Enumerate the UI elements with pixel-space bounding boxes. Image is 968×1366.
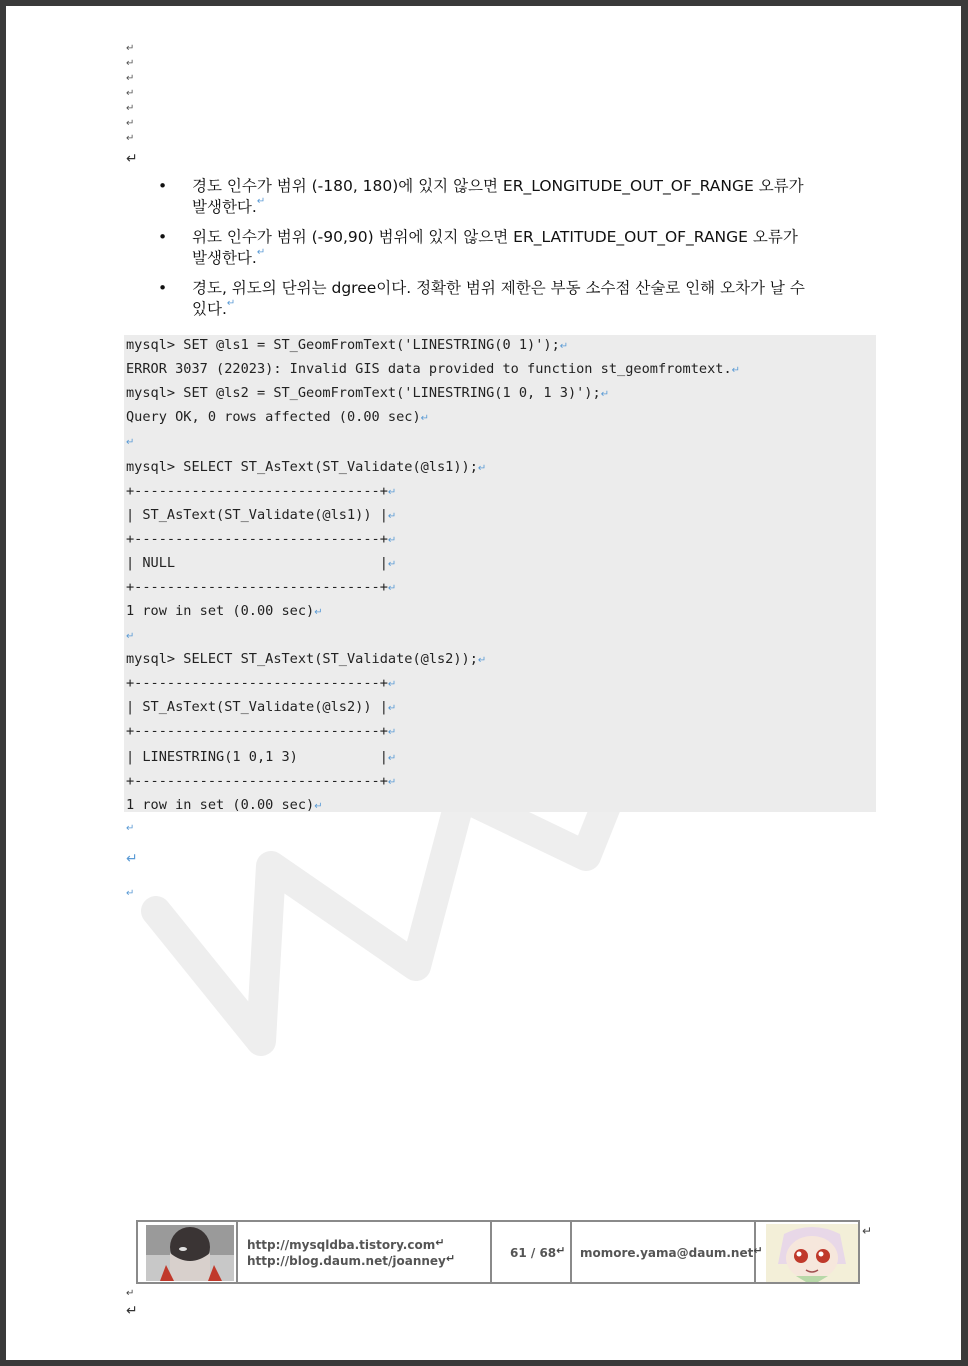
code-line-text: | NULL | [126,555,388,571]
paragraph-mark: ↵ [126,118,135,129]
paragraph-mark: ↵ [126,1288,135,1299]
paragraph-mark: ↵ [435,1236,445,1249]
code-line [126,579,396,597]
paragraph-mark: ↵ [387,559,397,570]
code-line [126,675,396,693]
code-line-text: +------------------------------+ [126,675,388,691]
paragraph-mark: ↵ [753,1244,763,1257]
code-line [126,507,396,525]
code-line-text: ERROR 3037 (22023): Invalid GIS data provided to function st_geomfromtext. [126,361,732,377]
code-line-text: 1 row in set (0.00 sec) [126,797,315,813]
code-line [126,797,323,815]
paragraph-mark: ↵ [387,679,397,690]
paragraph-mark: ↵ [445,1252,456,1265]
footer-cell-email [572,1222,763,1282]
bullet-item [156,278,876,320]
code-line [126,627,134,645]
bullet-text-line: 있다. [192,300,227,318]
blog-url-link[interactable]: http://mysqldba.tistory.com [247,1238,436,1252]
code-line [126,773,396,791]
code-line [126,699,396,717]
code-line-text: +------------------------------+ [126,773,388,789]
bullet-symbol: • [158,228,168,246]
paragraph-mark: ↵ [600,389,610,400]
paragraph-mark: ↵ [126,43,135,54]
bullet-symbol: • [158,177,168,195]
code-line [126,459,486,477]
footer-table [136,1220,860,1284]
paragraph-mark: ↵ [126,73,135,84]
code-line-text: +------------------------------+ [126,723,388,739]
bullet-item [156,176,876,218]
paragraph-mark: ↵ [314,607,323,618]
paragraph-mark: ↵ [256,247,266,258]
paragraph-mark: ↵ [477,655,487,666]
bullet-text-line: 위도 인수가 범위 (-90,90) 범위에 있지 않으면 ER_LATITUDE_OUT_OF_RANGE 오류가 [192,228,798,246]
code-line-text: +------------------------------+ [126,579,388,595]
code-line [126,433,134,451]
paragraph-mark: ↵ [314,801,323,812]
paragraph-mark: ↵ [126,823,135,834]
paragraph-mark: ↵ [126,437,135,448]
code-line-text: mysql> SET @ls1 = ST_GeomFromText('LINESTRING(0 1)'); [126,337,560,353]
paragraph-mark: ↵ [387,511,397,522]
anime-character-avatar [766,1224,858,1282]
code-line [126,651,486,669]
document-page [6,6,961,1360]
bullet-text-line: 경도, 위도의 단위는 dgree이다. 정확한 범위 제한은 부동 소수점 산술로 인해 오차가 날 수 [192,279,805,297]
bullet-symbol: • [158,279,168,297]
code-line [126,603,323,621]
code-line-text: 1 row in set (0.00 sec) [126,603,315,619]
bullet-text-line: 발생한다. [192,198,257,216]
footer-cell-urls [238,1222,492,1282]
paragraph-mark: ↵ [559,341,569,352]
email-address[interactable]: momore.yama@daum.net [580,1246,754,1260]
code-line [126,531,396,549]
bullet-list [156,176,876,329]
code-line [126,385,609,403]
bullet-text-line: 발생한다. [192,249,257,267]
paragraph-mark: ↵ [387,777,397,788]
code-line [126,337,568,355]
paragraph-mark: ↵ [387,753,397,764]
code-line [126,555,396,573]
paragraph-mark: ↵ [420,413,430,424]
paragraph-mark: ↵ [477,463,487,474]
daum-blog-url-link[interactable]: http://blog.daum.net/joanney [247,1254,446,1268]
paragraph-mark: ↵ [126,151,138,167]
dark-character-avatar [146,1225,234,1281]
bullet-item [156,227,876,269]
code-line-text: mysql> SELECT ST_AsText(ST_Validate(@ls1)); [126,459,478,475]
paragraph-mark: ↵ [556,1244,566,1257]
code-line-text: | ST_AsText(ST_Validate(@ls2)) | [126,699,388,715]
paragraph-mark: ↵ [387,487,397,498]
paragraph-mark: ↵ [387,727,397,738]
paragraph-mark: ↵ [731,365,741,376]
code-line-text: +------------------------------+ [126,531,388,547]
paragraph-mark: ↵ [387,535,397,546]
footer-cell-left-avatar [138,1222,238,1282]
paragraph-mark: ↵ [126,1303,138,1319]
code-line [126,749,396,767]
paragraph-mark: ↵ [126,58,135,69]
paragraph-mark: ↵ [256,196,266,207]
code-line-text: mysql> SELECT ST_AsText(ST_Validate(@ls2)); [126,651,478,667]
code-line [126,483,396,501]
code-line [126,361,740,379]
page-number: 61 / 68 [510,1246,557,1260]
footer-cell-right-avatar [756,1222,858,1282]
code-line-text: | LINESTRING(1 0,1 3) | [126,749,388,765]
code-block [124,335,876,812]
footer-cell-page-number [492,1222,572,1282]
code-line [126,723,396,741]
paragraph-mark: ↵ [126,851,138,867]
paragraph-mark: ↵ [126,888,135,899]
paragraph-mark: ↵ [126,631,135,642]
code-line-text: | ST_AsText(ST_Validate(@ls1)) | [126,507,388,523]
paragraph-mark: ↵ [862,1224,873,1238]
code-line [126,409,429,427]
bullet-text-line: 경도 인수가 범위 (-180, 180)에 있지 않으면 ER_LONGITUDE_OUT_OF_RANGE 오류가 [192,177,804,195]
paragraph-mark: ↵ [387,703,397,714]
code-line-text: mysql> SET @ls2 = ST_GeomFromText('LINESTRING(1 0, 1 3)'); [126,385,601,401]
paragraph-mark: ↵ [226,298,236,309]
paragraph-mark: ↵ [126,103,135,114]
code-line-text: +------------------------------+ [126,483,388,499]
paragraph-mark: ↵ [126,133,135,144]
code-line-text: Query OK, 0 rows affected (0.00 sec) [126,409,421,425]
paragraph-mark: ↵ [387,583,397,594]
paragraph-mark: ↵ [126,88,135,99]
